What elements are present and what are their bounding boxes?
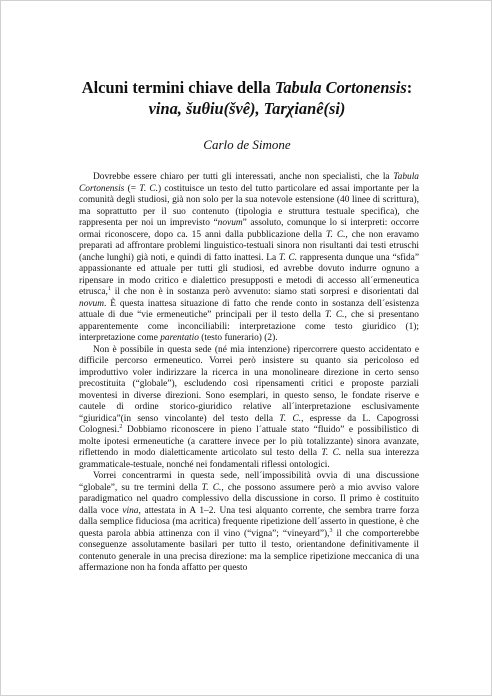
text-segment: T. C. [139, 183, 159, 194]
text-segment: T. C. [278, 252, 298, 263]
text-segment: (= [124, 183, 140, 194]
text-segment: il che non è in sostanza però avvenuto: siamo stati sorpresi e disorientati dal [110, 287, 419, 297]
text-segment: T. C. [326, 229, 346, 240]
text-segment: Tabula Cortonensis [79, 172, 419, 194]
footnote-ref: 2 [119, 423, 123, 430]
text-segment: , che possono assumere però a mio avviso valore paradigmatico nel quadro complessivo della discussione in corso. Il primo è costituito dalla voce [79, 482, 419, 516]
text-segment: T. C. [201, 482, 222, 493]
footnote-ref: 3 [329, 527, 333, 534]
text-segment: ” assoluto, comunque lo si interpreti: occorre ormai riconoscere, dopo ca. 15 anni dalla pubblicazione della [79, 218, 419, 240]
text-segment: T. C. [321, 448, 342, 458]
text-segment: , attestata in A 1–2. Una tesi alquanto corrente, che sembra trarre forza dalla semplice fiduciosa (ma acritica) frequente ripetizione dell´asserto in questione, è che questa parola abbia attinenza con il vino (“vigna”; “vineyard”), [79, 505, 419, 539]
paragraph [79, 345, 419, 472]
text-segment: (testo funerario) (2). [198, 333, 278, 343]
text-segment: rappresenta dunque una “sfida” appassionante ed attuale per tutti gli studiosi, ed avrebbe dovuto indurre ognuno a ripensare in modo critico e dialettico presupposti e metodi di accesso all´ermeneutica etrusca, [79, 252, 419, 297]
text-segment: , che si presentano apparentemente come inconciliabili: interpretazione come testo giuridico (1); interpretazione come [79, 310, 419, 343]
paragraph [79, 471, 419, 575]
text-segment: ) costituisce un testo del tutto particolare ed assai importante per la comunità degli studiosi, già non solo per la sua notevole estensione (40 linee di scrittura), ma soprattutto per il suo contenuto (tipologia e struttura testuale specifica), che rappresenta per noi un imprevisto “ [79, 183, 419, 228]
text-segment: novum [217, 218, 243, 228]
title-line-1 [41, 77, 453, 98]
text-segment: vina [122, 505, 139, 516]
title-text: Alcuni termini chiave della [81, 78, 275, 97]
text-segment: T. C. [324, 310, 345, 320]
text-segment: , che non eravamo preparati ad affrontare problemi linguistico-testuali sinora non risultanti dai testi etruschi (anche lunghi) già noti, e quindi di fatto inattesi. La [79, 229, 419, 263]
text-segment: Vorrei concentrarmi in questa sede, nell´impossibilità ovvia di una discussione “globale”, su tre termini della [79, 471, 419, 493]
title-line-2: vina, šuθiu(švê), Tarχianê(si) [148, 99, 346, 118]
text-segment: novum [79, 298, 104, 309]
text-segment: , espresse da L. Capogrossi Colognesi. [79, 413, 419, 435]
text-segment: nella sua interezza grammaticale-testuale, nonché nei fondamentali riflessi ontologici. [79, 448, 419, 470]
text-segment: T. C. [279, 413, 302, 424]
title-colon: : [406, 78, 413, 97]
text-segment: parentatio [160, 333, 199, 343]
text-segment: Non è possibile in questa sede (né mia intenzione) ripercorrere questo accidentato e difficile percorso ermeneutico. Vorrei però insistere su quanto sia pericoloso ed improduttivo voler indirizzare la ricerca in una monolineare direzione in certo senso precostituita (“globale”), escludendo così ripensamenti critici e proposte parziali moventesi in diverse direzioni. Sono esemplari, in questo senso, le fondate riserve e cautele di ordine storico-giuridico relative all´interpretazione esclusivamente “giuridica”(in senso vincolante) del testo della [79, 344, 419, 424]
author-name: Carlo de Simone [203, 137, 291, 152]
text-segment: . È questa inattesa situazione di fatto che rende conto in sostanza dell´esistenza attuale di due “vie ermeneutiche” principali per il testo della [79, 298, 419, 320]
body-text [79, 172, 419, 575]
text-segment: il che comporterebbe conseguenze assolutamente basilari per tutto il testo, orientandone definitivamente il contenuto generale in una precisa direzione: ma la semplice ripetizione meccanica di una affermazione non ha fonda affatto per questo [79, 528, 419, 573]
paper-title [41, 77, 453, 119]
paragraph [79, 172, 419, 345]
text-segment: Dovrebbe essere chiaro per tutti gli interessati, anche non specialisti, che la [93, 172, 394, 182]
footnote-ref: 1 [107, 285, 111, 292]
title-italic-text: Tabula Cortonensis [274, 78, 407, 97]
text-segment: Dobbiamo riconoscere in pieno l´attuale stato “fluido” e possibilistico di molte ipotesi ermeneutiche (a carattere invece per lo più totalizzante) sinora avanzate, riflettendo in modo dialetticamente articolato sul testo della [79, 425, 419, 458]
